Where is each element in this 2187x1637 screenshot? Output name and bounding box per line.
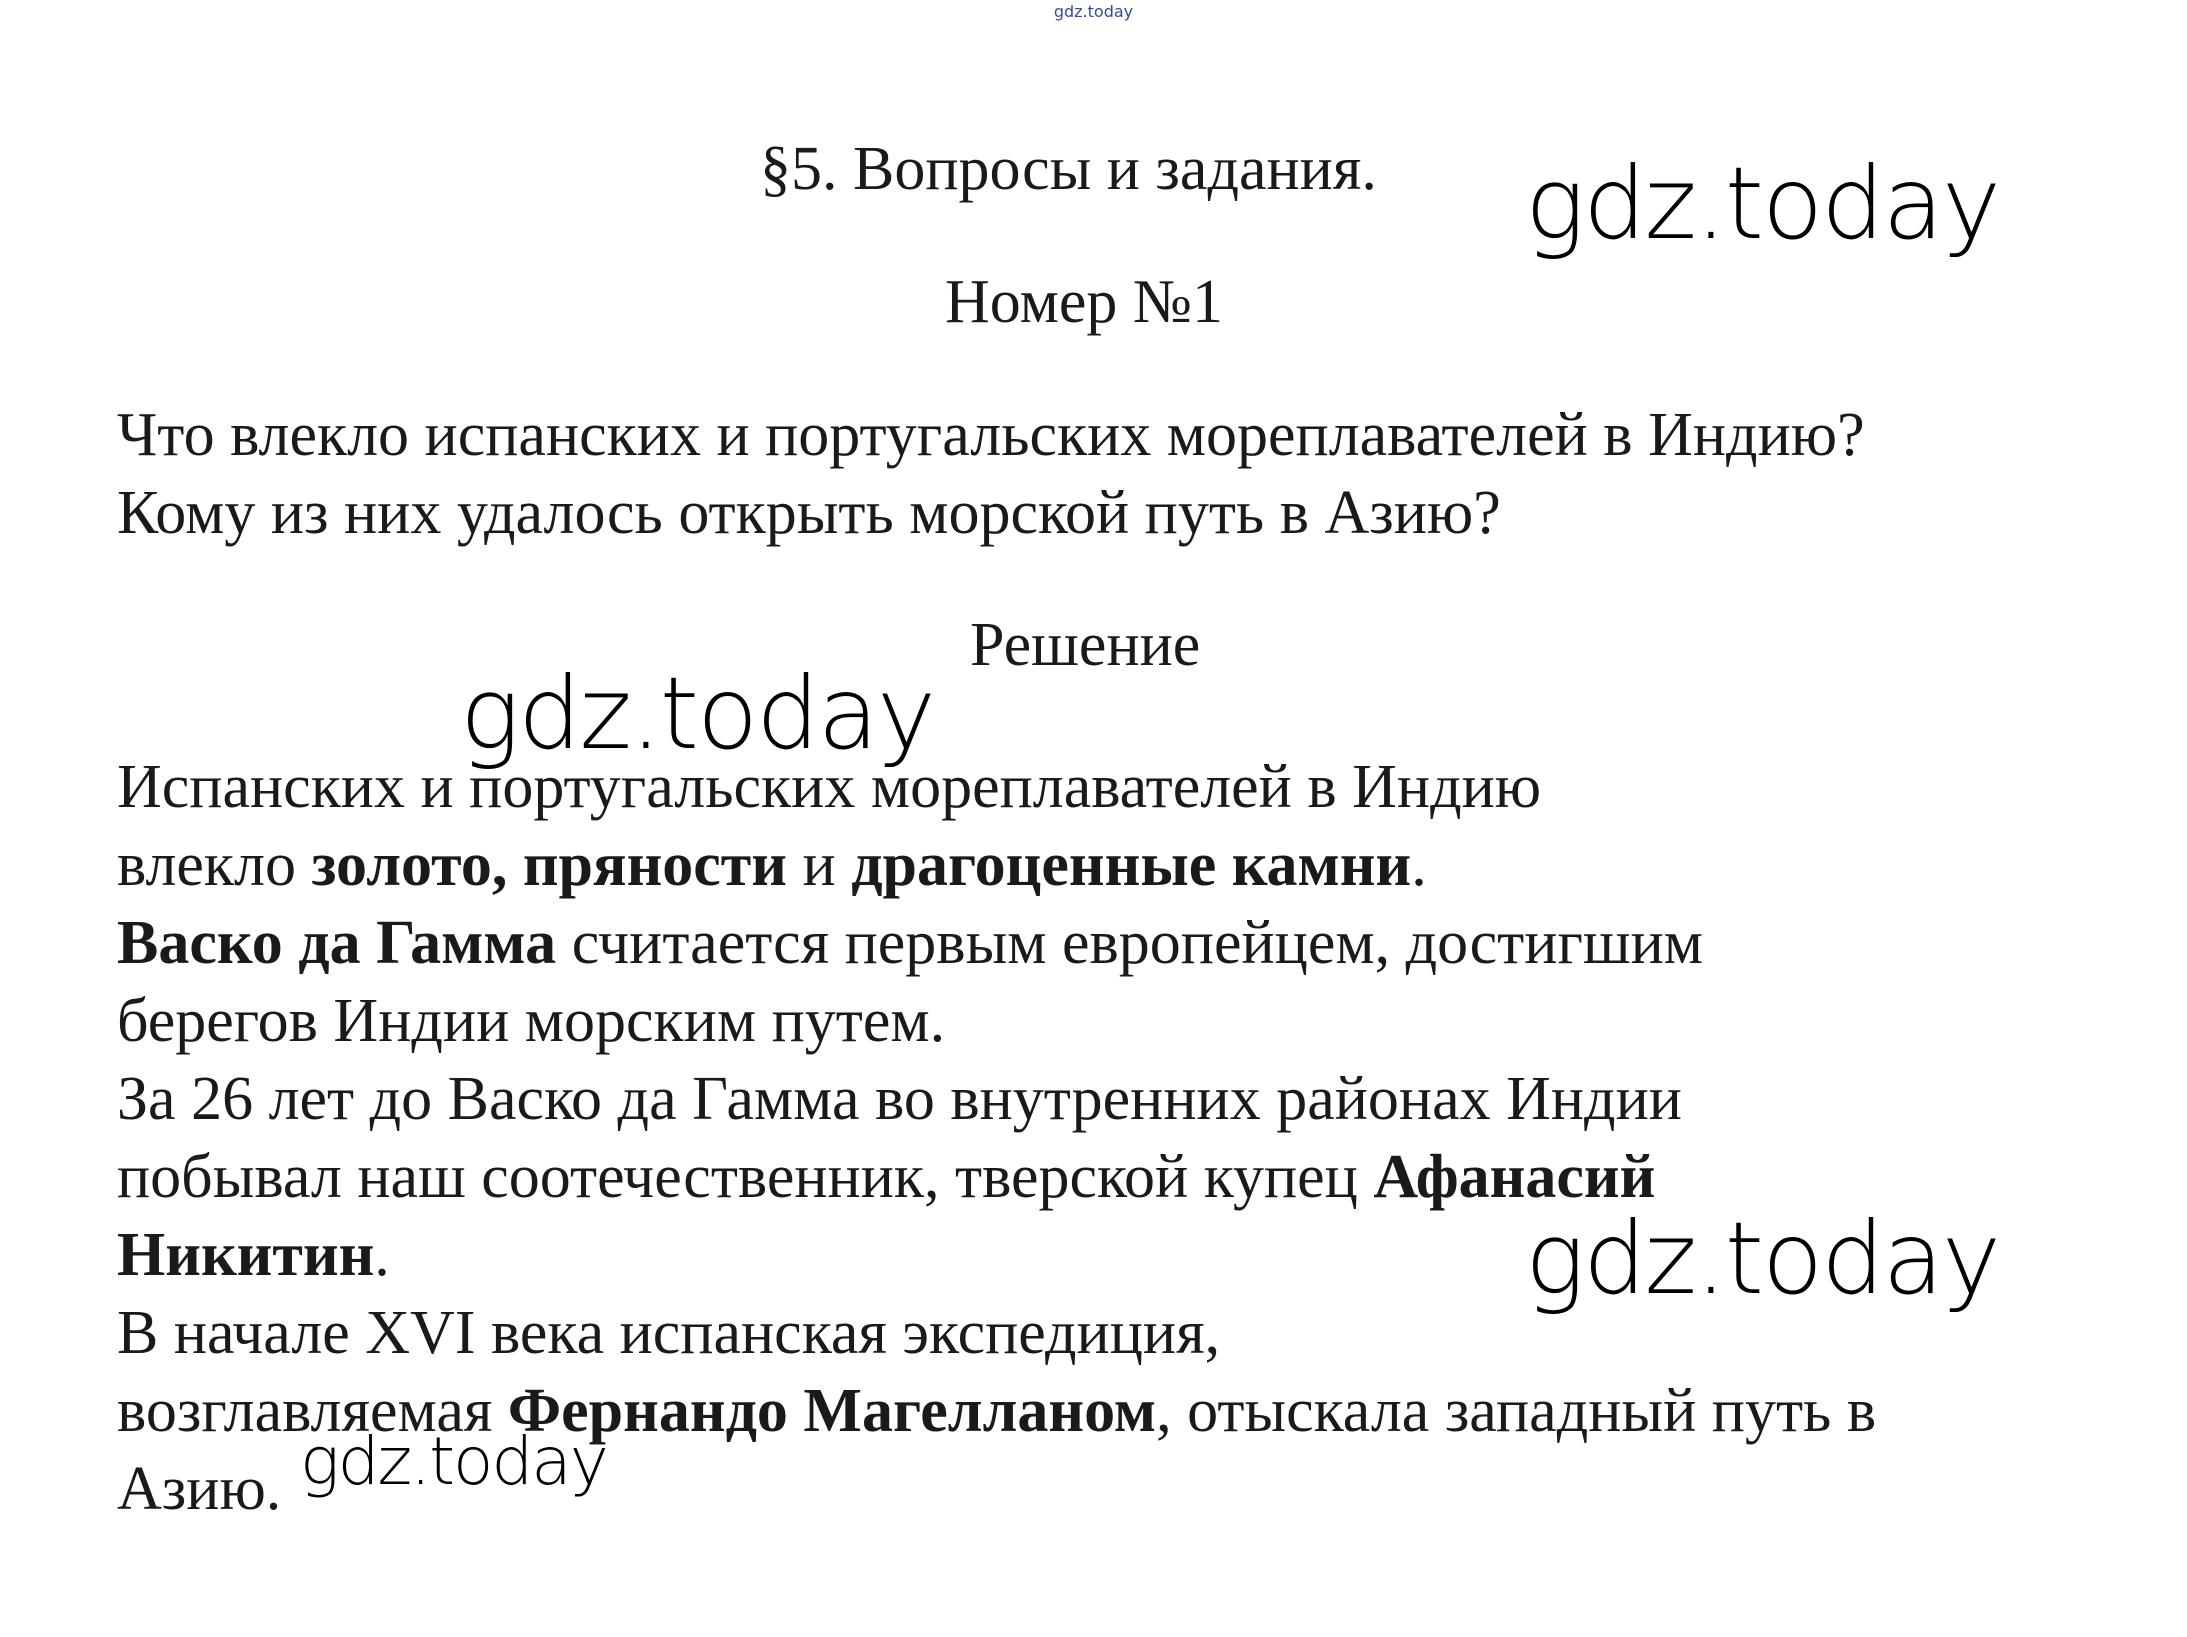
question-line: Что влекло испанских и португальских мореплавателей в Индию? bbox=[117, 401, 1865, 469]
watermark: gdz.today bbox=[1525, 1200, 2000, 1317]
solution-title: Решение bbox=[970, 611, 1201, 679]
task-number: Номер №1 bbox=[945, 268, 1224, 336]
watermark-top: gdz.today bbox=[1053, 2, 1134, 21]
answer-text-span: За 26 лет до Васко да Гамма во внутренних районах Индии bbox=[117, 1065, 1682, 1133]
answer-bold-span: Фернандо Магелланом bbox=[507, 1377, 1157, 1445]
answer-text-span: В начале XVI века испанская экспедиция, bbox=[117, 1299, 1221, 1367]
answer-text bbox=[117, 748, 1876, 1528]
section-title: §5. Вопросы и задания. bbox=[760, 135, 1377, 203]
watermark: gdz.today bbox=[1525, 145, 2000, 262]
question-line: Кому из них удалось открыть морской путь в Азию? bbox=[117, 479, 1501, 547]
answer-text-span: . bbox=[374, 1221, 390, 1289]
answer-text-span: возглавляемая bbox=[117, 1377, 508, 1445]
answer-text-span: , отыскала западный путь в bbox=[1156, 1377, 1877, 1445]
watermark: gdz.today bbox=[300, 1423, 607, 1500]
answer-text-span: влекло bbox=[117, 831, 312, 899]
answer-line bbox=[117, 982, 1876, 1060]
answer-line bbox=[117, 748, 1876, 826]
answer-text-span: и bbox=[787, 831, 852, 899]
answer-text-span: считается первым европейцем, достигшим bbox=[556, 909, 1704, 977]
answer-text-span: Азию. bbox=[117, 1455, 282, 1523]
answer-bold-span: драгоценные камни bbox=[851, 831, 1412, 899]
answer-bold-span: Афанасий bbox=[1373, 1143, 1656, 1211]
answer-text-span: берегов Индии морским путем. bbox=[117, 987, 946, 1055]
question-text bbox=[117, 396, 1865, 552]
answer-bold-span: Никитин bbox=[117, 1221, 375, 1289]
answer-text-span: . bbox=[1411, 831, 1427, 899]
answer-text-span: побывал наш соотечественник, тверской купец bbox=[117, 1143, 1374, 1211]
answer-line bbox=[117, 826, 1876, 904]
answer-line bbox=[117, 1060, 1876, 1138]
answer-bold-span: Васко да Гамма bbox=[117, 909, 557, 977]
answer-bold-span: золото, пряности bbox=[311, 831, 787, 899]
watermark: gdz.today bbox=[460, 655, 935, 772]
answer-text-span: Испанских и португальских мореплавателей в Индию bbox=[117, 753, 1542, 821]
answer-line bbox=[117, 904, 1876, 982]
